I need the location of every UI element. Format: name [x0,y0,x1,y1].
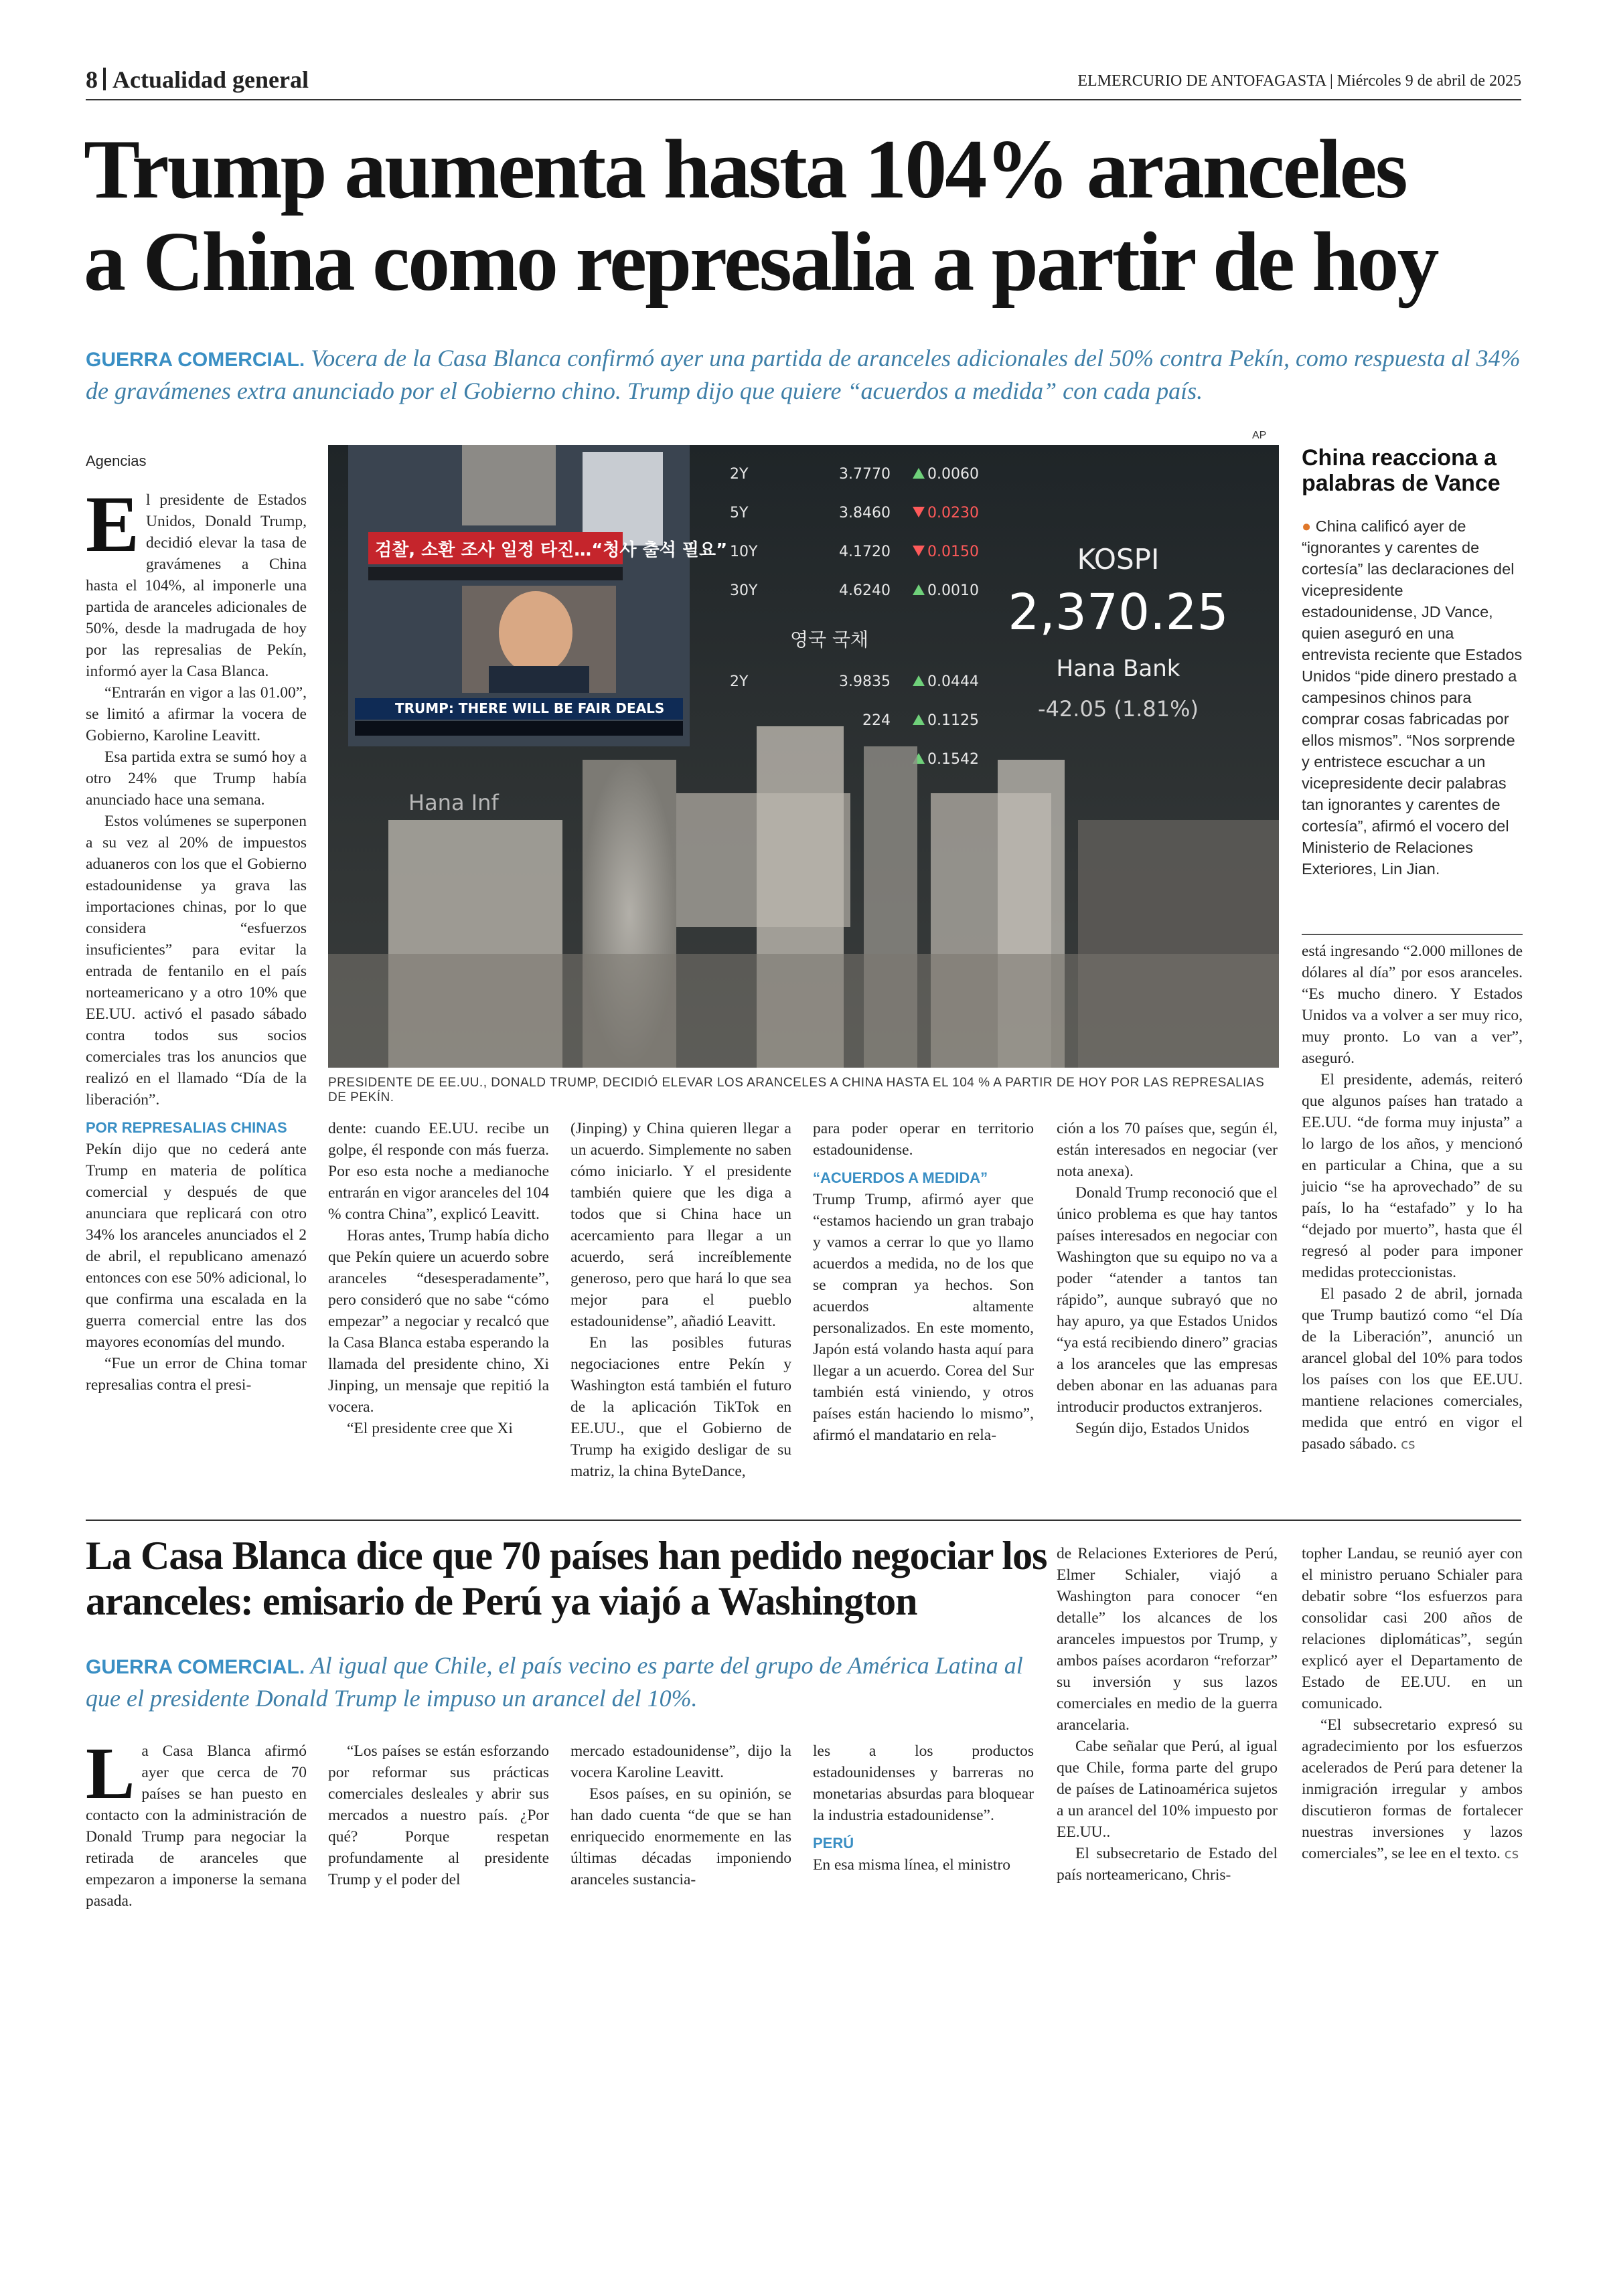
story-divider [86,1520,1521,1521]
sidebar-text: ● China calificó ayer de “ignorantes y carentes de cortesía” las declaraciones del vicepresidente estadounidense, JD Vance, quien aseguró en una entrevista reciente que Estados Unidos “pide dinero prestado a campesinos chinos para comprar cosas fabricadas por ellos mismos”. “Nos sorprende y entristece escuchar a un vicepresidente decir palabras tan ignorantes y carentes de cortesía”, afirmó el vocero del Ministerio de Relaciones Exteriores, Lin Jian. [1302,517,1523,878]
section-name: Actualidad general [112,66,309,93]
story2-column-3 [570,1740,791,1890]
paragraph: les a los productos estadounidenses y barreras no monetarias absurdas para bloquear la industria estadounidense”. [813,1742,1034,1824]
bond-change: 0.0010 [927,582,979,599]
paragraph: Horas antes, Trump había dicho que Pekín quiere un acuerdo sobre aranceles “desesperadamente”, pero consideró que no sabe “cómo empezar” a negociar y recalcó que la Casa Blanca estaba esperando la llamada del presidente chino, Xi Jinping, un mensaje que repitió la vocera. [328,1227,549,1416]
story2-column-6 [1302,1543,1523,1864]
paragraph: (Jinping) y China quieren llegar a un acuerdo. Simplemente no saben cómo iniciarlo. Y el presidente también quiere que les diga a todos que si China hace un acercamiento para llegar a un acuerdo, será increíblemente generoso, pero que hará lo que sea mejor para el pueblo estadounidense”, añadió Leavitt. [570,1120,791,1330]
paragraph: En las posibles futuras negociaciones entre Pekín y Washington está también el futuro de la aplicación TikTok en EE.UU., que el Gobierno de Trump ha exigido desligar de su matriz, la china ByteDance, [570,1334,791,1480]
byline: Agencias [86,453,147,469]
paragraph: de Relaciones Exteriores de Perú, Elmer Schialer, viajó a Washington para conocer “en detalle” los alcances de los aranceles impuestos por Trump, y ambos países acordaron “reforzar” su inversión y sus lazos comerciales en medio de la guerra arancelaria. [1057,1545,1278,1734]
tv-banner: TRUMP: THERE WILL BE FAIR DEALS [395,700,665,716]
end-mark-icon: cs [1401,1436,1415,1452]
bond-term: 30Y [730,582,758,599]
photo-caption: PRESIDENTE DE EE.UU., DONALD TRUMP, DECIDIÓ ELEVAR LOS ARANCELES A CHINA HASTA EL 104 % A PARTIR DE HOY POR LAS REPRESALIAS DE PEKÍN. [328,1076,1265,1104]
subhead: PERÚ [813,1835,854,1852]
drop-cap: E [86,479,140,568]
bond-yield: 3.8460 [839,505,891,521]
bond-term: 10Y [730,544,758,560]
paragraph: El presidente de Estados Unidos, Donald Trump, decidió elevar la tasa de gravámenes a China hasta el 104%, al imponerle una partida de aranceles adicionales de 50%, desde la madrugada de hoy por las represalias de Pekín, informó ayer la Casa Blanca. [86,479,307,680]
story2-column-1 [86,1732,307,1912]
bond-term: 2Y [730,466,749,483]
bond-yield: 224 [862,712,891,729]
bond-change: 0.1542 [927,751,979,768]
kospi-change: -42.05 (1.81%) [1038,696,1199,722]
bond-change: 0.1125 [927,712,979,729]
story-column-2 [328,1118,549,1439]
tv-logo: Hana Inf [408,790,499,815]
paragraph: dente: cuando EE.UU. recibe un golpe, él responde con más fuerza. Por eso esta noche a medianoche entrarán en vigor aranceles del 104 % contra China”, explicó Leavitt. [328,1120,549,1223]
paragraph: Esa partida extra se sumó hoy a otro 24% que Trump había anunciado hace una semana. [86,748,307,809]
paragraph: “Los países se están esforzando por reformar sus prácticas comerciales desleales y abrir sus mercados a nuestro país. ¿Por qué? Porque respetan profundamente al presidente Trump y el poder del [328,1742,549,1888]
paragraph: En esa misma línea, el ministro [813,1856,1010,1874]
deck-kicker: GUERRA COMERCIAL. [86,349,305,371]
paragraph: Pekín dijo que no cederá ante Trump en materia de política comercial y después de que anunciara que replicará con otro 34% los aranceles anunciados el 2 de abril, el republicano amenazó entonces con ese 50% adicional, lo que confirma una escalada en la guerra comercial entre las dos mayores economías del mundo. [86,1141,307,1351]
paragraph: El pasado 2 de abril, jornada que Trump bautizó como “el Día de la Liberación”, anunció un arancel global del 10% para todos los países con los que EE.UU. mantiene relaciones comerciales, medida que entró en vigor el pasado sábado. cs [1302,1285,1523,1453]
bullet-icon: ● [1302,517,1312,535]
story-column-3 [570,1118,791,1482]
story-column-4 [813,1118,1034,1446]
story-column-1 [86,450,307,1396]
bond-term: 2Y [730,673,749,690]
paragraph: está ingresando “2.000 millones de dólares al día” por esos aranceles. “Es mucho dinero. Y Estados Unidos va a volver a ser muy rico, muy pronto. Lo van a ver”, aseguró. [1302,942,1523,1067]
bond-change: 0.0150 [927,544,979,560]
kospi-label: KOSPI [1077,543,1160,576]
news-photo [328,445,1279,1068]
subhead: POR REPRESALIAS CHINAS [86,1119,287,1136]
paragraph: “El subsecretario expresó su agradecimiento por los esfuerzos acelerados de Perú para detener la inmigración irregular y ambos discutieron formas de fortalecer nuestras inversiones y lazos comerciales”, se lee en el texto. cs [1302,1716,1523,1862]
bond-term: 5Y [730,505,749,521]
deck-text: Al igual que Chile, el país vecino es parte del grupo de América Latina al que el presidente Donald Trump le impuso un arancel del 10%. [86,1652,1023,1712]
page-number: 8 [86,66,98,93]
sidebar-rule [1302,934,1523,935]
publication-name: ELMERCURIO DE ANTOFAGASTA [1077,72,1326,90]
publication-date: Miércoles 9 de abril de 2025 [1336,72,1521,90]
bond-yield: 4.1720 [839,544,891,560]
paragraph: Según dijo, Estados Unidos [1075,1420,1249,1437]
photo-credit: AP [1252,430,1267,441]
photo-scene [328,445,1279,1068]
kospi-value: 2,370.25 [1008,584,1229,641]
bond-change: 0.0444 [927,673,979,690]
secondary-deck [86,1650,1057,1714]
paragraph: “Entrarán en vigor a las 01.00”, se limitó a afirmar la vocera de Gobierno, Karoline Leavitt. [86,684,307,744]
bond-change: 0.0060 [927,466,979,483]
story-column-5 [1057,1118,1278,1439]
paragraph: para poder operar en territorio estadounidense. [813,1120,1034,1159]
paragraph: “Fue un error de China tomar represalias contra el presi- [86,1355,307,1394]
bank-label: Hana Bank [1056,655,1180,682]
paragraph: “El presidente cree que Xi [347,1420,513,1437]
bond-yield: 3.9835 [839,673,891,690]
headline-line-1: Trump aumenta hasta 104% aranceles [84,123,1406,216]
drop-cap: L [86,1732,135,1814]
bond-yield: 3.7770 [839,466,891,483]
paragraph: mercado estadounidense”, dijo la vocera Karoline Leavitt. [570,1742,791,1781]
paragraph: El subsecretario de Estado del país norteamericano, Chris- [1057,1845,1278,1884]
headline-line-2: a China como represalia a partir de hoy [84,216,1438,309]
story2-column-5 [1057,1543,1278,1886]
page-section-header [86,66,309,94]
deck-kicker: GUERRA COMERCIAL. [86,1656,305,1678]
paragraph: Donald Trump reconoció que el único problema es que hay tantos países interesados en negociar con Washington que su equipo no va a poder “atender a tantos tan rápido”, aunque subrayó que no hay apuro, ya que Estados Unidos “ya está recibiendo dinero” gracias a los aranceles que las empresas deben abonar en las aduanas para introducir productos extranjeros. [1057,1184,1278,1416]
paragraph: Cabe señalar que Perú, al igual que Chile, forma parte del grupo de países de Latinoamérica sujetos a un arancel del 10% impuesto por EE.UU.. [1057,1738,1278,1841]
paragraph: El presidente, además, reiteró que algunos países han tratado a EE.UU. “de forma muy injusta” a lo largo de los años, y mencionó en particular a China, que a su juicio “se ha aprovechado” de su país, lo ha “estafado” y lo ha “dejado por muerto”, hasta que él regresó al poder para imponer medidas proteccionistas. [1302,1071,1523,1281]
header-rule [86,99,1521,100]
story-deck [86,343,1525,406]
story2-column-2 [328,1740,549,1890]
publication-line: ELMERCURIO DE ANTOFAGASTA | Miércoles 9 de abril de 2025 [1077,72,1521,90]
paragraph: La Casa Blanca afirmó ayer que cerca de 70 países se han puesto en contacto con la administración de Donald Trump para negociar la retirada de aranceles que empezaron a imponerse la semana pasada. [86,1732,307,1910]
paragraph: Estos volúmenes se superponen a su vez al 20% de impuestos aduaneros con los que el Gobierno estadounidense ya grava las importaciones chinas, por lo que considera “esfuerzos insuficientes” para evitar la entrada de fentanilo en el país norteamericano y a otro 10% que EE.UU. activó el pasado sábado contra todos sus socios comerciales tras los anuncios que realizó en el llamado “Día de la liberación”. [86,813,307,1109]
paragraph: ción a los 70 países que, según él, están interesados en negociar (ver nota anexa). [1057,1120,1278,1180]
paragraph: Trump Trump, afirmó ayer que “estamos haciendo un gran trabajo y vamos a cerrar lo que yo llamo acuerdos a medida, no de los que se compran ya hechos. Son acuerdos altamente personalizados. En este momento, Japón está volando hasta aquí para llegar a un acuerdo. Corea del Sur también está viniendo, y otros países están haciendo lo mismo”, afirmó el mandatario en rela- [813,1191,1034,1444]
tv-headline: 검찰, 소환 조사 일정 타진…“청사 출석 필요” [375,540,728,560]
story-column-6 [1302,940,1523,1455]
paragraph: Esos países, en su opinión, se han dado cuenta “de que se han enriquecido enormemente en las últimas décadas imponiendo aranceles sustancia- [570,1785,791,1888]
deck-text: Vocera de la Casa Blanca confirmó ayer una partida de aranceles adicionales del 50% contra Pekín, como respuesta al 34% de gravámenes extra anunciado por el Gobierno chino. Trump dijo que quiere “acuerdos a medida” con cada país. [86,345,1521,404]
secondary-headline: La Casa Blanca dice que 70 países han pedido negociar los aranceles: emisario de Perú ya viajó a Washington [86,1534,1047,1623]
header-divider [103,68,106,90]
bond-yield: 4.6240 [839,582,891,599]
story2-column-4 [813,1740,1034,1876]
uk-bond-label: 영국 국채 [790,629,869,651]
bond-change: 0.0230 [927,505,979,521]
paragraph: topher Landau, se reunió ayer con el ministro peruano Schialer para debatir sobre “los esfuerzos para consolidar casi 200 años de relaciones diplomáticas”, según explicó ayer el Departamento de Estado de EE.UU. en un comunicado. [1302,1545,1523,1712]
main-headline [84,124,1523,309]
sidebar-title: China reacciona a palabras de Vance [1302,445,1501,496]
end-mark-icon: cs [1504,1846,1519,1862]
subhead: “ACUERDOS A MEDIDA” [813,1169,988,1186]
